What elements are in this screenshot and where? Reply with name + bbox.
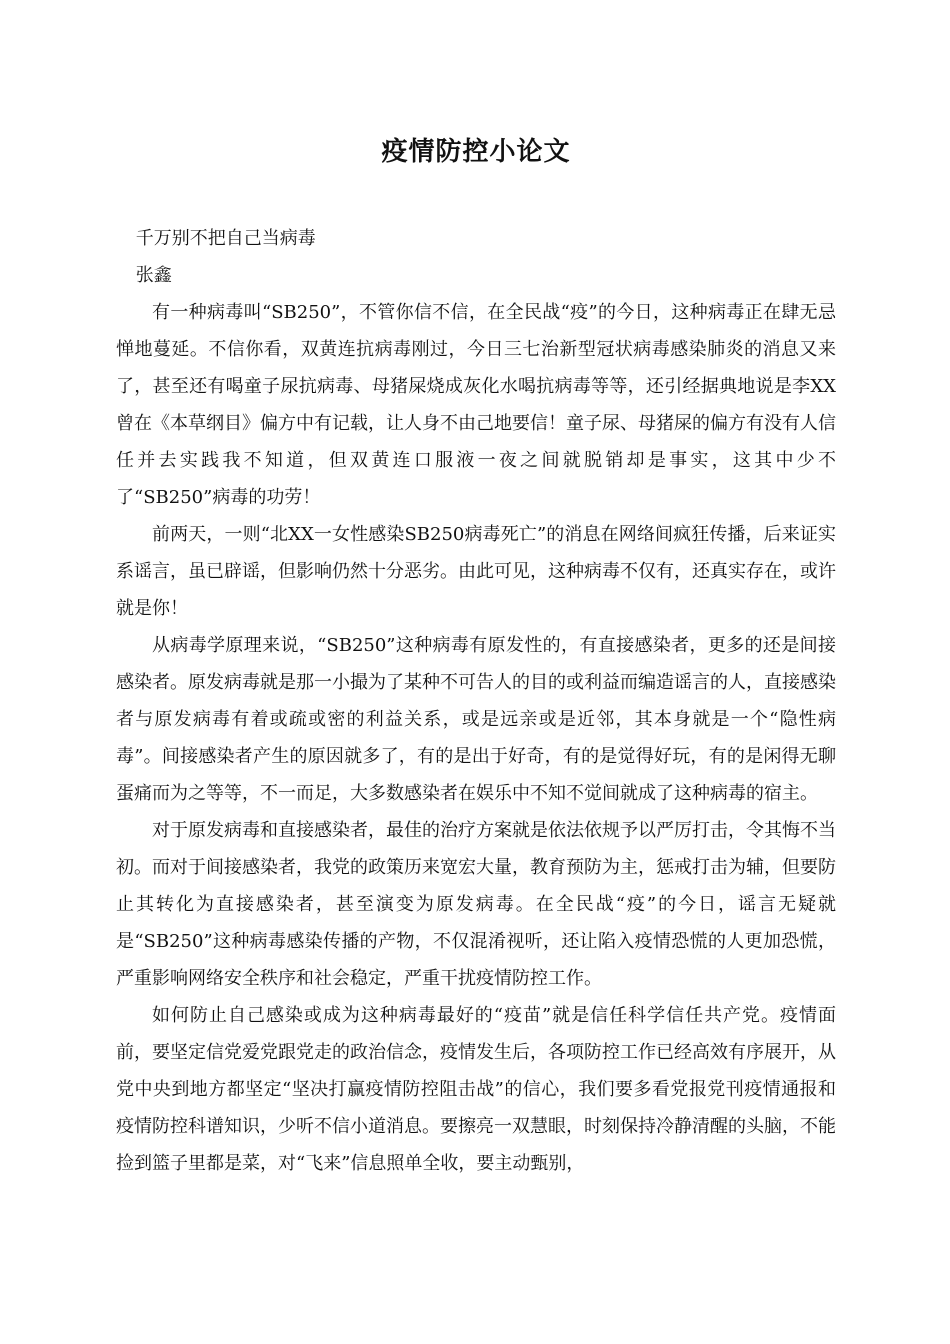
essay-subtitle: 千万别不把自己当病毒: [135, 228, 316, 249]
document-title: 疫情防控小论文: [381, 137, 571, 167]
paragraph: 前两天，一则“北XX一女性感染SB250病毒死亡”的消息在网络间疯狂传播，后来证实系谣言，虽已辟谣，但影响仍然十分恶劣。由此可见，这种病毒不仅有，还真实存在，或许就是你！: [116, 524, 836, 619]
author-name: 张鑫: [135, 265, 172, 286]
paragraph: 从病毒学原理来说，“SB250”这种病毒有原发性的，有直接感染者，更多的还是间接感染者。原发病毒就是那一小撮为了某种不可告人的目的或利益而编造谣言的人，直接感染者与原发病毒有着或疏或密的利益关系，或是远亲或是近邻，其本身就是一个“隐性病毒”。间接感染者产生的原因就多了，有的是出于好奇，有的是觉得好玩，有的是闲得无聊蛋痛而为之等等，不一而足，大多数感染者在娱乐中不知不觉间就成了这种病毒的宿主。: [116, 635, 836, 804]
document-body: [116, 220, 836, 1182]
paragraph: 对于原发病毒和直接感染者，最佳的治疗方案就是依法依规予以严厉打击，令其悔不当初。而对于间接感染者，我党的政策历来宽宏大量，教育预防为主，惩戒打击为辅，但要防止其转化为直接感染者，甚至演变为原发病毒。在全民战“疫”的今日，谣言无疑就是“SB250”这种病毒感染传播的产物，不仅混淆视听，还让陷入疫情恐慌的人更加恐慌，严重影响网络安全秩序和社会稳定，严重干扰疫情防控工作。: [116, 820, 836, 989]
paragraph: 如何防止自己感染或成为这种病毒最好的“疫苗”就是信任科学信任共产党。疫情面前，要坚定信党爱党跟党走的政治信念，疫情发生后，各项防控工作已经高效有序展开，从党中央到地方都坚定“坚决打赢疫情防控阻击战”的信心，我们要多看党报党刊疫情通报和疫情防控科谱知识，少听不信小道消息。要擦亮一双慧眼，时刻保持冷静清醒的头脑，不能捡到篮子里都是菜，对“飞来”信息照单全收，要主动甄别，: [116, 1005, 836, 1174]
paragraph: 有一种病毒叫“SB250”，不管你信不信，在全民战“疫”的今日，这种病毒正在肆无忌惮地蔓延。不信你看，双黄连抗病毒刚过，今日三七治新型冠状病毒感染肺炎的消息又来了，甚至还有喝童子尿抗病毒、母猪屎烧成灰化水喝抗病毒等等，还引经据典地说是李XX曾在《本草纲目》偏方中有记载，让人身不由己地要信！童子尿、母猪屎的偏方有没有人信任并去实践我不知道，但双黄连口服液一夜之间就脱销却是事实，这其中少不了“SB250”病毒的功劳！: [116, 302, 836, 508]
